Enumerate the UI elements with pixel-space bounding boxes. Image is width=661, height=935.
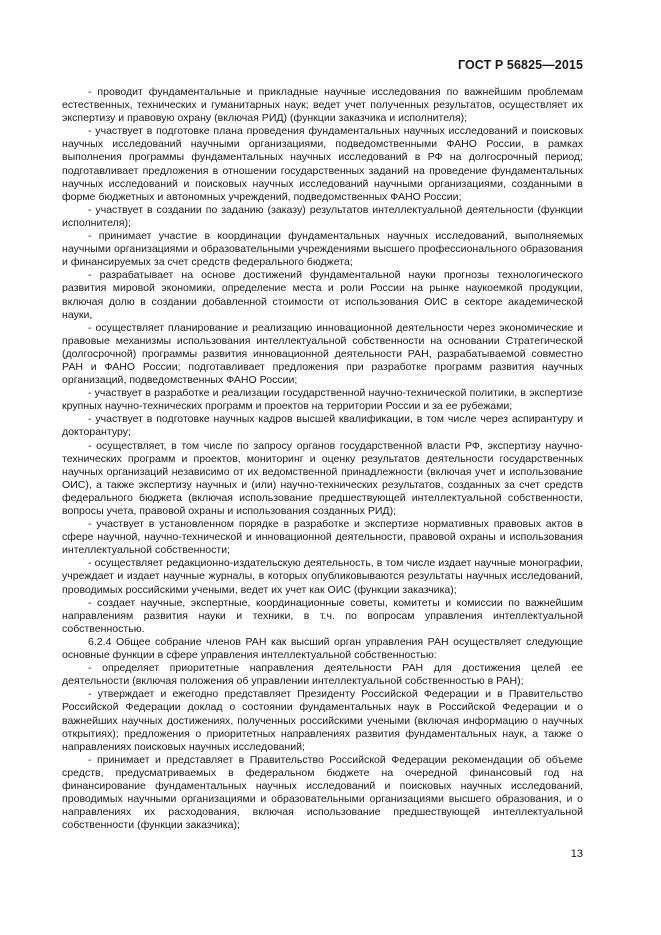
paragraph-7: - участвует в разработке и реализации государственной научно-технической политики, в экспертизе крупных научно-технических программ и проектов на территории России и за ее рубежами; [62,387,583,413]
paragraph-9: - осуществляет, в том числе по запросу органов государственной власти РФ, экспертизу научно-технических программ и проектов, мониторинг и оценку результатов деятельности государственных научных организаций независимо от их ведомственной принадлежности (включая учет и использование ОИС), а также экспертизу научных и (или) научно-технических результатов, созданных за счет средств федерального бюджета (включая использование предшествующей интеллектуальной собственности, вопросы учета, правовой охраны и использования созданных РИД); [62,439,583,517]
paragraph-6: - осуществляет планирование и реализацию инновационной деятельности через экономические и правовые механизмы использования интеллектуальной собственности на основании Стратегической (долгосрочной) программы развития инновационной деятельности РАН, разрабатываемой совместно РАН и ФАНО России; подготавливает предложения при разработке программ развития научных организаций, подведомственных ФАНО России; [62,321,583,387]
paragraph-14: - определяет приоритетные направления деятельности РАН для достижения целей ее деятельности (включая положения об управлении интеллектуальной собственностью в РАН); [62,662,583,688]
paragraph-12: - создает научные, экспертные, координационные советы, комитеты и комиссии по важнейшим направлениям развития науки и техники, в т.ч. по вопросам управления интеллектуальной собственностью. [62,596,583,635]
paragraph-4: - принимает участие в координации фундаментальных научных исследований, выполняемых научными организациями и образовательными учреждениями высшего профессионального образования и финансируемых за счет средств федерального бюджета; [62,230,583,269]
paragraph-10: - участвует в установленном порядке в разработке и экспертизе нормативных правовых актов в сфере научной, научно-технической и инновационной деятельности, правовой охраны и использования интеллектуальной собственности; [62,518,583,557]
paragraph-2: - участвует в подготовке плана проведения фундаментальных научных исследований и поисковых научных исследований научными организациями, подведомственными ФАНО России, в рамках выполнения программы фундаментальных научных исследований в РФ на долгосрочный период; подготавливает предложения в отношении государственных заданий на проведение фундаментальных научных исследований и поисковых научных исследований научными организациями, созданными в форме бюджетных и автономных учреждений, подведомственных ФАНО России; [62,125,583,203]
page-number: 13 [570,848,583,860]
paragraph-5: - разрабатывает на основе достижений фундаментальной науки прогнозы технологического развития мировой экономики, определение места и роли России на рынке наукоемкой продукции, включая долю в создании добавленной стоимости от использования ОИС в секторе академической науки, [62,269,583,321]
paragraph-16: - принимает и представляет в Правительство Российской Федерации рекомендации об объеме средств, предусматриваемых в федеральном бюджете на очередной финансовый год на финансирование фундаментальных научных исследований и поисковых научных исследований, проводимых научными организациями и образовательными организациями высшего образования, и о направлениях их расходования, включая использование предшествующей интеллектуальной собственности (функции заказчика); [62,753,583,832]
document-body [62,86,583,832]
document-header: ГОСТ Р 56825—2015 [457,58,583,72]
paragraph-1: - проводит фундаментальные и прикладные научные исследования по важнейшим проблемам естественных, технических и гуманитарных наук; ведет учет полученных результатов, осуществляет их экспертизу и правовую охрану (включая РИД) (функции заказчика и исполнителя); [62,86,583,125]
paragraph-8: - участвует в подготовке научных кадров высшей квалификации, в том числе через аспирантуру и докторантуру; [62,413,583,439]
paragraph-3: - участвует в создании по заданию (заказу) результатов интеллектуальной деятельности (функции исполнителя); [62,203,583,229]
paragraph-11: - осуществляет редакционно-издательскую деятельность, в том числе издает научные монографии, учреждает и издает научные журналы, в которых опубликовываются результаты научных исследований, проводимых российскими учеными, ведет их учет как ОИС (функции заказчика); [62,557,583,596]
paragraph-15: - утверждает и ежегодно представляет Президенту Российской Федерации и в Правительство Российской Федерации доклад о состоянии фундаментальных наук в Российской Федерации и о важнейших научных достижениях, полученных российскими учеными (включая информацию о научных открытиях); предложения о приоритетных направлениях развития фундаментальных наук, а также о направлениях поисковых научных исследований; [62,688,583,753]
section-6-2-4: 6.2.4 Общее собрание членов РАН как высший орган управления РАН осуществляет следующие основные функции в сфере управления интеллектуальной собственностью: [62,635,583,662]
